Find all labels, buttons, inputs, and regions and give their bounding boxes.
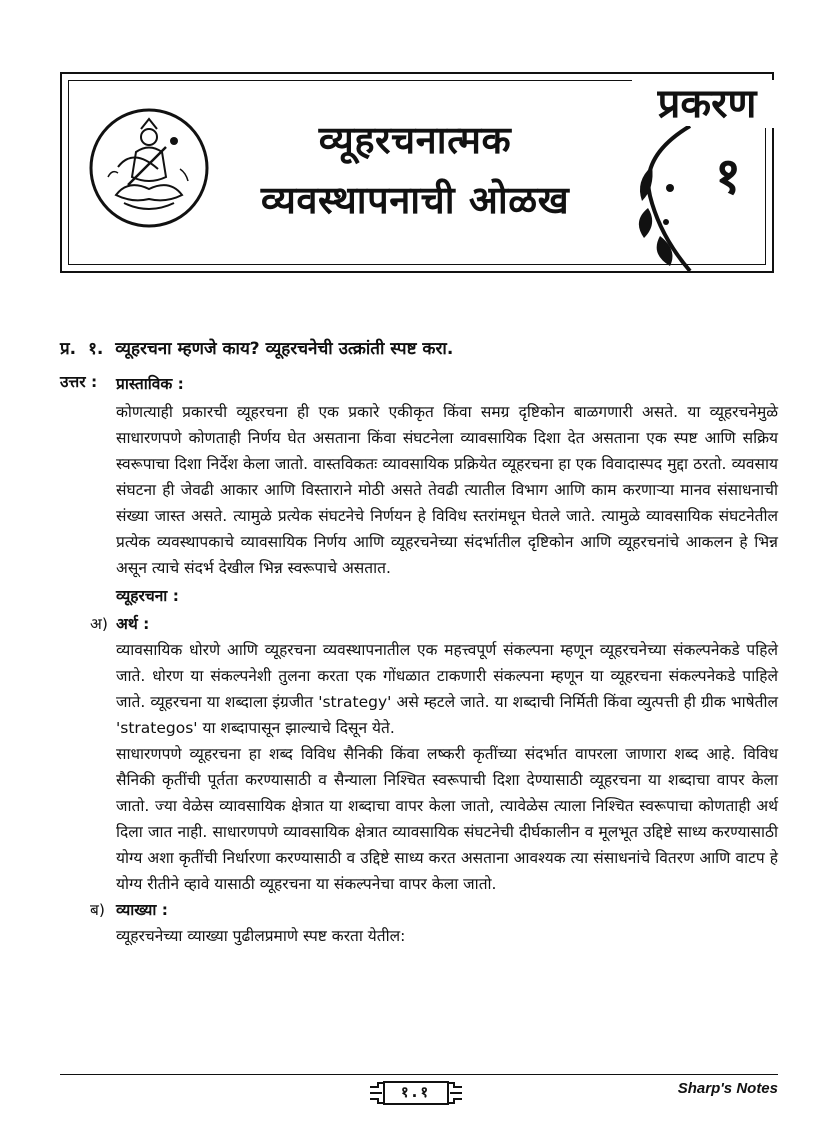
question-prefix: प्र.: [60, 339, 77, 359]
chapter-title-line-1: व्यूहरचनात्मक: [318, 118, 512, 162]
question-text: व्यूहरचना म्हणजे काय? व्यूहरचनेची उत्क्रांती स्पष्ट करा.: [115, 339, 454, 359]
section-b-paragraph: व्यूहरचनेच्या व्याख्या पुढीलप्रमाणे स्पष्ट करता येतील:: [116, 927, 406, 945]
section-b-title: व्याख्या :: [116, 901, 168, 919]
chapter-number: १: [715, 147, 741, 205]
chapter-label: प्रकरण: [632, 80, 782, 128]
answer-block: [60, 369, 778, 399]
footer-rule: [60, 1074, 778, 1075]
section-a-heading: [60, 611, 778, 637]
saraswati-emblem-icon: [88, 107, 210, 229]
section-a-label: अ): [90, 615, 108, 633]
section-a-title: अर्थ :: [116, 615, 150, 633]
section-a-paragraph-2: साधारणपणे व्यूहरचना हा शब्द विविध सैनिकी किंवा लष्करी कृतींच्या संदर्भात वापरला जाणारा शब्द आहे. विविध सैनिकी कृतींची पूर्तता करण्यासाठी व सैन्याला निश्चित स्वरूपाची दिशा देण्यासाठी व्यूहरचना या शब्दाचा वापर केला जातो. ज्या वेळेस व्यावसायिक क्षेत्रात या शब्दाचा वापर केला जातो, त्यावेळेस त्याला निश्चित स्वरूपाचा कोणताही अर्थ दिला जात नाही. साधारणपणे व्यावसायिक क्षेत्रात व्यावसायिक संघटनेची दीर्घकालीन व मूलभूत उद्दिष्टे साध्य करण्यासाठी योग्य अशा कृतींची निर्धारणा करण्यासाठी व उद्दिष्टे साध्य करत असताना आवश्यक त्या संसाधनांचे वितरण आणि वाटप हे योग्य रीतीने व्हावे यासाठी व्यूहरचना या संकल्पनेचा वापर केला जातो.: [116, 745, 778, 893]
answer-label: उत्तर :: [60, 373, 98, 391]
section-b-heading: [60, 897, 778, 923]
question-number: १.: [88, 339, 104, 359]
intro-heading: प्रास्ताविक :: [116, 375, 184, 393]
page-content: [60, 336, 778, 949]
strategy-heading: व्यूहरचना :: [116, 587, 179, 605]
publisher-brand: Sharp's Notes: [677, 1080, 778, 1097]
chapter-title-line-2: व्यवस्थापनाची ओळख: [260, 178, 570, 222]
question-heading: [60, 336, 778, 362]
section-a-paragraph-1: व्यावसायिक धोरणे आणि व्यूहरचना व्यवस्थापनातील एक महत्त्वपूर्ण संकल्पना म्हणून व्यूहरचनेच्या संकल्पनेकडे पहिले जाते. धोरण या संकल्पनेशी तुलना करता एक गोंधळात टाकणारी संकल्पना म्हणून या व्यूहरचना संकल्पनेकडे पाहिले जाते. व्यूहरचना या शब्दाला इंग्रजीत 'strategy' असे म्हटले जाते. या शब्दाची निर्मिती किंवा व्युत्पत्ती ही ग्रीक भाषेतील 'strategos' या शब्दापासून झाल्याचे दिसून येते.: [116, 641, 778, 737]
page-number: १.१: [400, 1083, 432, 1101]
intro-paragraph: कोणत्याही प्रकारची व्यूहरचना ही एक प्रकारे एकीकृत किंवा समग्र दृष्टिकोन बाळगणारी असते. या व्यूहरचनेमुळे साधारणपणे कोणताही निर्णय घेत असताना किंवा संघटनेला व्यावसायिक दिशा देत असताना एक स्पष्ट आणि सक्रिय स्वरूपाचा दिशा निर्देश केला जातो. वास्तविकतः व्यावसायिक प्रक्रियेत व्यूहरचना हा एक विवादास्पद मुद्दा ठरतो. व्यवसाय संघटना ही जेवढी आकार आणि विस्ताराने मोठी असते तेवढी त्यातील विभाग आणि काम करणाऱ्या मानव संसाधनाची संख्या जास्त असते. त्यामुळे प्रत्येक संघटनेचे निर्णयन हे विविध स्तरांमधून घेतले जाते. त्यामुळे व्यावसायिक संघटनेतील प्रत्येक व्यवस्थापकाचे व्यावसायिक निर्णय आणि व्यूहरचनेच्या संदर्भातील दृष्टिकोन आणि व्यूहरचनांचे आकलन हे भिन्न असून त्याचे संदर्भ देखील भिन्न स्वरूपाचे असतात.: [116, 403, 778, 577]
section-b-label: ब): [90, 901, 105, 919]
